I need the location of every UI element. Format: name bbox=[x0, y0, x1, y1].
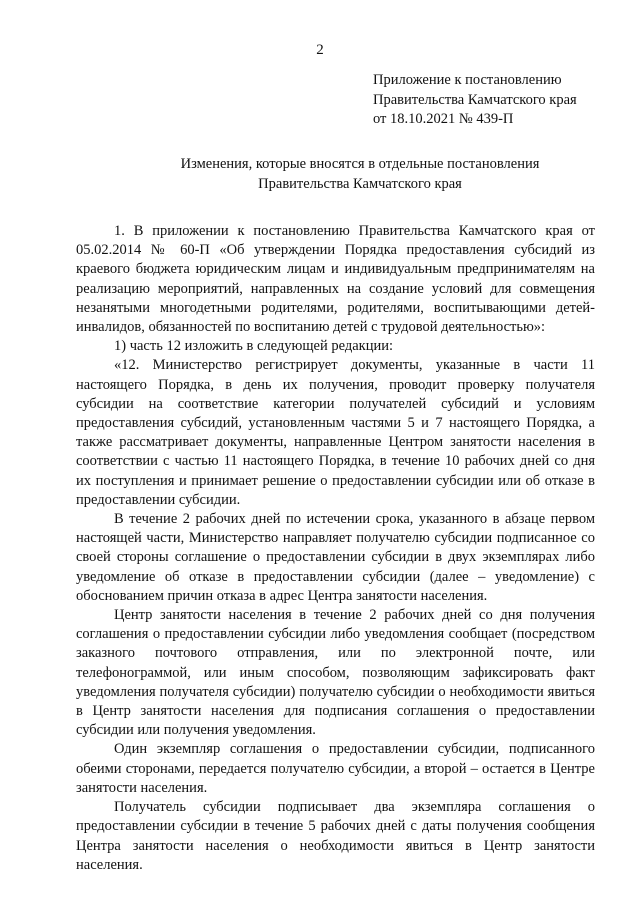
document-body bbox=[76, 222, 595, 875]
paragraph: 1. В приложении к постановлению Правительства Камчатского края от 05.02.2014 № 60-П «Об утверждении Порядка предоставления субсидий из краевого бюджета юридическим лицам и индивидуальным предпринимателям на реализацию мероприятий, направленных на создание условий для совмещения незанятыми многодетными родителями, родителями, воспитывающими детей-инвалидов, обязанностей по воспитанию детей с трудовой деятельностью»: bbox=[76, 223, 595, 336]
paragraph: 1) часть 12 изложить в следующей редакции: bbox=[114, 338, 394, 355]
paragraph: Центр занятости населения в течение 2 рабочих дней со дня получения соглашения о предоставлении субсидии либо уведомления сообщает (посредством заказного почтового отправления, или по электронной почте, или телефонограммой, или иным способом, позволяющим зафиксировать факт уведомления получателя субсидии) получателю субсидии о необходимости явиться в Центр занятости населения для подписания соглашения о предоставлении субсидии или получения уведомления. bbox=[76, 607, 595, 739]
title-line-2: Правительства Камчатского края bbox=[258, 175, 462, 192]
paragraph: В течение 2 рабочих дней по истечении срока, указанного в абзаце первом настоящей части, Министерство направляет получателю субсидии подписанное со своей стороны соглашение о предоставлении субсидии в двух экземплярах либо уведомление об отказе в предоставлении субсидии (далее – уведомление) с обоснованием причин отказа в адрес Центра занятости населения. bbox=[76, 511, 595, 604]
document-title bbox=[60, 155, 640, 194]
appendix-header bbox=[373, 71, 633, 130]
appendix-line-1: Приложение к постановлению bbox=[373, 72, 562, 88]
paragraph: «12. Министерство регистрирует документы, указанные в части 11 настоящего Порядка, в день их получения, проводит проверку получателя субсидии на соответствие категории получателей субсидий и условиям предоставления субсидий, установленным частями 5 и 7 настоящего Порядка, а также рассматривает документы, направленные Центром занятости населения в соответствии с частью 11 настоящего Порядка, в течение 10 рабочих дней со дня их поступления и принимает решение о предоставлении субсидии или об отказе в предоставлении субсидии. bbox=[76, 357, 595, 508]
paragraph: Один экземпляр соглашения о предоставлении субсидии, подписанного обеими сторонами, передается получателю субсидии, а второй – остается в Центре занятости населения. bbox=[76, 741, 595, 796]
page-number: 2 bbox=[316, 42, 324, 58]
appendix-line-2: Правительства Камчатского края bbox=[373, 91, 577, 108]
appendix-line-3: от 18.10.2021 № 439-П bbox=[373, 111, 514, 127]
title-line-1: Изменения, которые вносятся в отдельные постановления bbox=[180, 156, 540, 172]
paragraph: Получатель субсидии подписывает два экземпляра соглашения о предоставлении субсидии в течение 5 рабочих дней с даты получения сообщения Центра занятости населения о необходимости явиться в Центр занятости населения. bbox=[76, 799, 595, 873]
